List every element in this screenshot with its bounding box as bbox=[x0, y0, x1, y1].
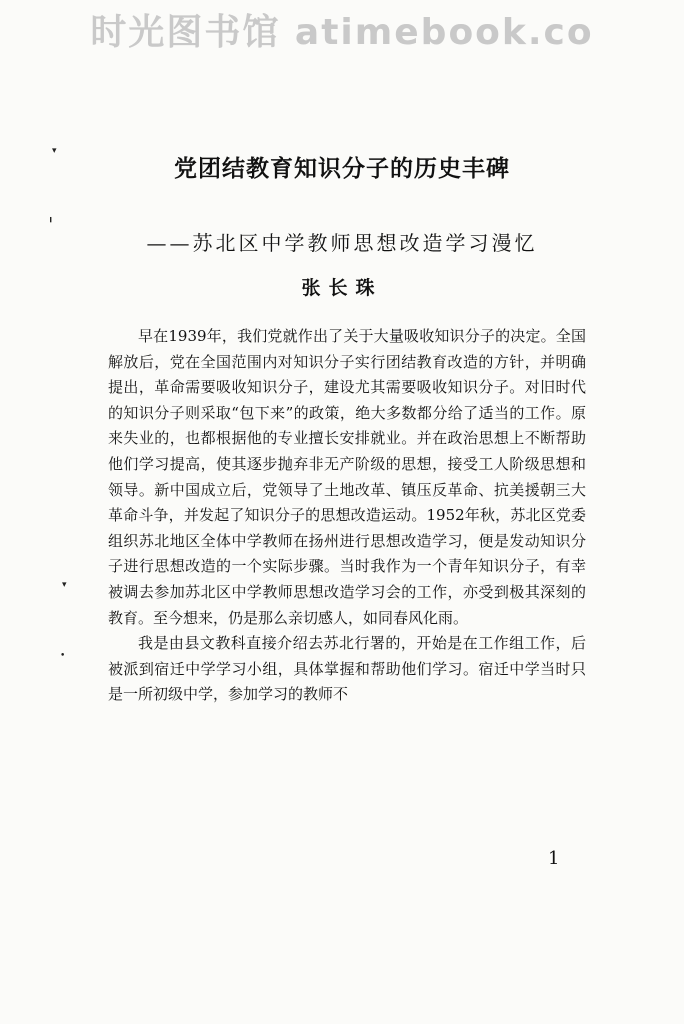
page-number: 1 bbox=[548, 848, 560, 869]
paragraph: 我是由县文教科直接介绍去苏北行署的，开始是在工作组工作，后被派到宿迁中学学习小组，具体掌握和帮助他们学习。宿迁中学当时只是一所初级中学，参加学习的教师不 bbox=[108, 634, 586, 704]
article-body bbox=[108, 324, 586, 708]
watermark: 时光图书馆 atimebook.co bbox=[90, 12, 594, 53]
scan-speck: ╻ bbox=[48, 213, 54, 223]
article-subtitle: ——苏北区中学教师思想改造学习漫忆 bbox=[146, 231, 538, 255]
article-title: 党团结教育知识分子的历史丰碑 bbox=[174, 155, 510, 182]
author-name: 张长珠 bbox=[301, 277, 383, 299]
paragraph: 早在1939年，我们党就作出了关于大量吸收知识分子的决定。全国解放后，党在全国范围内对知识分子实行团结教育改造的方针，并明确提出，革命需要吸收知识分子，建设尤其需要吸收知识分子。对旧时代的知识分子则采取“包下来”的政策，绝大多数都分给了适当的工作。原来失业的，也都根据他的专业擅长安排就业。并在政治思想上不断帮助他们学习提高，使其逐步抛弃非无产阶级的思想，接受工人阶级思想和领导。新中国成立后，党领导了土地改革、镇压反革命、抗美援朝三大革命斗争，并发起了知识分子的思想改造运动。1952年秋，苏北区党委组织苏北地区全体中学教师在扬州进行思想改造学习，便是发动知识分子进行思想改造的一个实际步骤。当时我作为一个青年知识分子，有幸被调去参加苏北区中学教师思想改造学习会的工作，亦受到极其深刻的教育。至今想来，仍是那么亲切感人，如同春风化雨。 bbox=[108, 327, 586, 627]
scan-speck: • bbox=[60, 651, 66, 661]
scan-speck: ▾ bbox=[52, 146, 57, 156]
scan-speck: ▾ bbox=[62, 580, 67, 590]
